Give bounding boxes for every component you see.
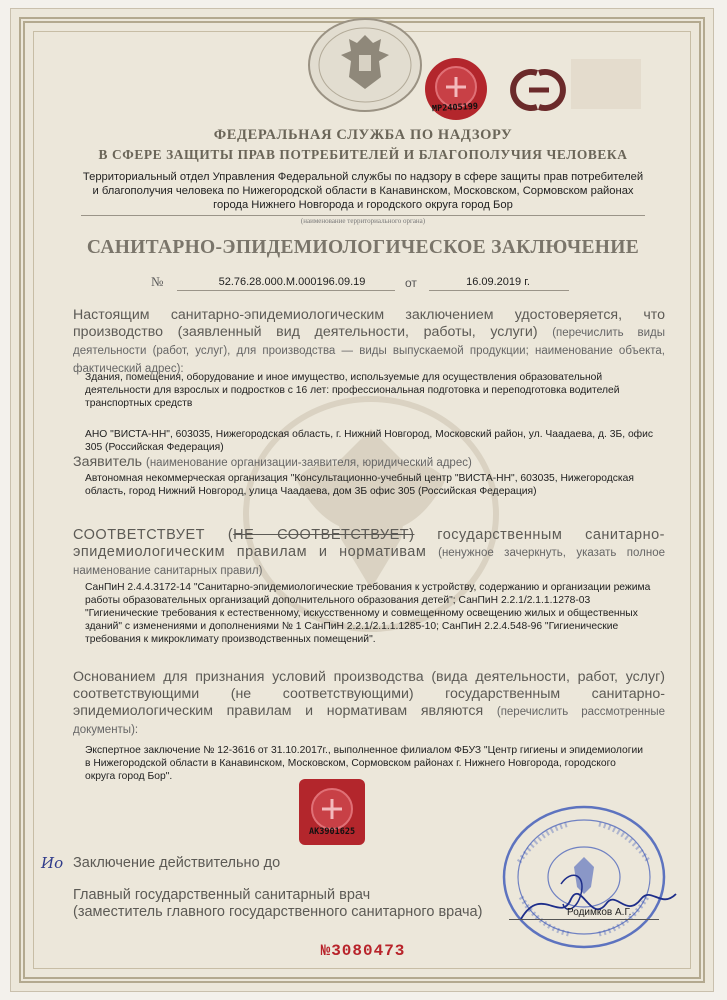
corner-patch — [571, 59, 641, 109]
applicant-content: Автономная некоммерческая организация "Консультационно-учебный центр "ВИСТА-НН", 603035, Нижегородская область, город Нижний Новгород, улица Чаадаева, дом 3Б офис 305 (Российская Федерация) — [85, 473, 634, 497]
compliance-struck: НЕ СООТВЕТСТВУЕТ) — [233, 527, 415, 543]
activity-heading — [73, 307, 665, 378]
hologram-sticker-bottom — [299, 779, 365, 845]
office-caption: (наименование территориального органа) — [300, 217, 426, 225]
activity-aside: (перечислить виды деятельности (работ, услуг), для производства — виды выпускаемой продукции; наименование объекта, фактический адрес): — [73, 327, 665, 375]
applicant-aside: (наименование организации-заявителя, юридический адрес) — [146, 457, 472, 469]
document-title: САНИТАРНО-ЭПИДЕМИОЛОГИЧЕСКОЕ ЗАКЛЮЧЕНИЕ — [86, 237, 640, 258]
blank-serial-number: №3080473 — [320, 942, 406, 960]
compliance-aside: (ненужное зачеркнуть, указать полное наименование санитарных правил) — [73, 547, 665, 577]
compliance-lead: СООТВЕТСТВУЕТ ( — [73, 527, 234, 543]
validity-prefix: Ио — [41, 854, 64, 872]
hologram-sticker-top — [424, 57, 488, 121]
document-number: 52.76.28.000.М.000196.09.19 — [218, 276, 366, 288]
number-label: № — [151, 274, 164, 289]
basis-aside: (перечислить рассмотренные документы): — [73, 706, 665, 736]
basis-heading-text: Основанием для признания условий производства (вида деятельности, работ, услуг) соответствующими (не соответствующими) государственным санитарно-эпидемиологическим правилам и нормативам являются — [73, 669, 665, 719]
agency-name-line1: ФЕДЕРАЛЬНАЯ СЛУЖБА ПО НАДЗОРУ — [213, 127, 513, 143]
signatory-title: Главный государственный санитарный врач — [73, 887, 371, 903]
compliance-heading — [73, 527, 665, 580]
signature-icon — [511, 864, 681, 934]
number-underline — [177, 290, 395, 291]
basis-content: Экспертное заключение № 12-3616 от 31.10.2017г., выполненное филиалом ФБУЗ "Центр гигиены и эпидемиологии в Нижегородской области в Канавинском, Московском, Сормовском районах г. Нижнего Новгорода, городского округа город Бор". — [85, 745, 643, 782]
signatory-name: Родимков А.Г. — [567, 907, 632, 918]
office-underline — [81, 215, 645, 216]
hologram-code-top: MP2405199 — [431, 101, 479, 115]
validity-label: Заключение действительно до — [73, 855, 281, 871]
activity-content: Здания, помещения, оборудование и иное имущество, используемые для осуществления образовательной деятельности для взрослых и подростков с 16 лет: профессиональная подготовка и переподготовка водителей транспортных средств — [85, 372, 620, 409]
date-label: от — [405, 276, 417, 290]
basis-heading — [73, 669, 665, 739]
compliance-content: СанПиН 2.4.4.3172-14 "Санитарно-эпидемиологические требования к устройству, содержанию и организации режима работы образовательных организаций дополнительного образования детей"; СанПиН 2.2.1/2.1.1.1278-03 "Гигиенические требования к естественному, искусственному и совмещенному освещению жилых и общественных зданий" с изменениями и дополнениями № 1 СанПиН 2.2.1/2.1.1.1285-10; СанПиН 2.2.4.548-96 "Гигиенические требования к микроклимату производственных помещений". — [85, 582, 651, 645]
signatory-deputy: (заместитель главного государственного санитарного врача) — [73, 904, 483, 920]
document-number-row — [151, 274, 591, 292]
certificate-sheet — [10, 8, 714, 992]
applicant-heading — [73, 454, 665, 472]
certification-mark-icon — [507, 67, 569, 113]
applicant-label: Заявитель — [73, 454, 143, 470]
territorial-office: Территориальный отдел Управления Федеральной службы по надзору в сфере защиты прав потребителей и благополучия человека по Нижегородской области в Канавинском, Московском, Сормовском районах города Нижнего Новгорода и городского округа город Бор — [82, 171, 644, 211]
hologram-code-bottom: AK3901625 — [309, 827, 356, 837]
compliance-rest: государственным санитарно-эпидемиологическим правилам и нормативам — [73, 527, 666, 560]
document-date: 16.09.2019 г. — [466, 276, 530, 288]
coat-of-arms-icon — [306, 15, 424, 115]
signature-line — [509, 919, 659, 920]
date-underline — [429, 290, 569, 291]
activity-address: АНО "ВИСТА-НН", 603035, Нижегородская область, г. Нижний Новгород, Московский район, ул. Чаадаева, д. 3Б, офис 305 (Российская Федерация) — [85, 429, 654, 453]
activity-heading-text: Настоящим санитарно-эпидемиологическим заключением удостоверяется, что производство (заявленный вид деятельности, работы, услуги) — [73, 307, 665, 340]
agency-name-line2: В СФЕРЕ ЗАЩИТЫ ПРАВ ПОТРЕБИТЕЛЕЙ И БЛАГОПОЛУЧИЯ ЧЕЛОВЕКА — [98, 147, 628, 162]
